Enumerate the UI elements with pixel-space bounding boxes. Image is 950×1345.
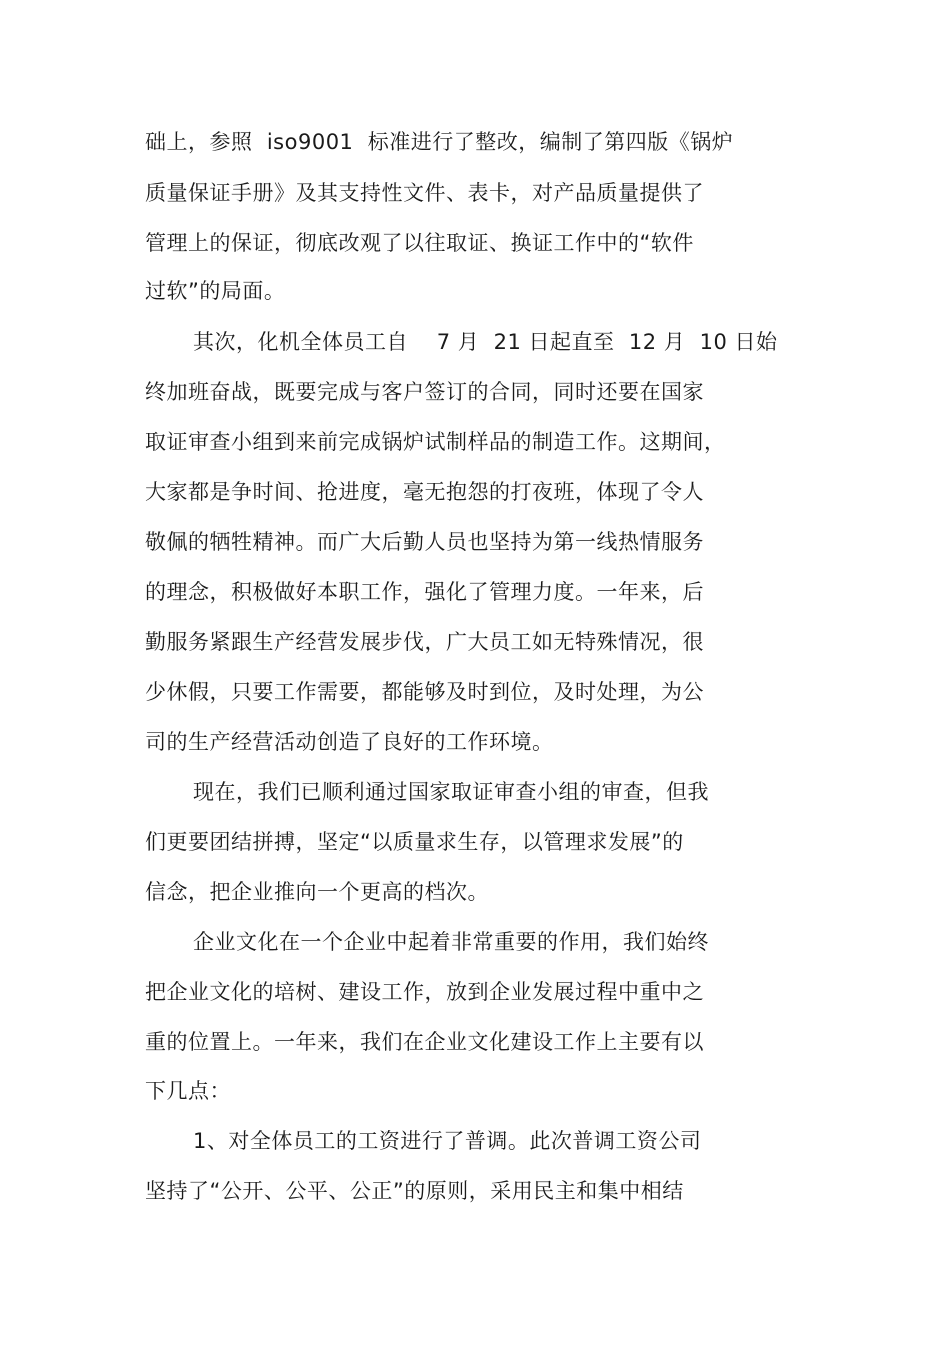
text-line: 础上，参照 iso9001 标准进行了整改，编制了第四版《锅炉 xyxy=(145,130,734,154)
text-line: 过软”的局面。 xyxy=(145,279,286,303)
text-line: 司的生产经营活动创造了良好的工作环境。 xyxy=(145,730,554,754)
text-line: 坚持了“公开、公平、公正”的原则，采用民主和集中相结 xyxy=(145,1179,684,1203)
text-line: 勤服务紧跟生产经营发展步伐，广大员工如无特殊情况，很 xyxy=(145,630,704,654)
paragraph-first-line: 现在，我们已顺利通过国家取证审查小组的审查，但我 xyxy=(193,780,709,804)
text-line: 少休假，只要工作需要，都能够及时到位，及时处理，为公 xyxy=(145,680,704,704)
paragraph-first-line: 1、对全体员工的工资进行了普调。此次普调工资公司 xyxy=(193,1129,702,1153)
text-line: 管理上的保证，彻底改观了以往取证、换证工作中的“软件 xyxy=(145,231,694,255)
text-line: 下几点： xyxy=(145,1079,231,1103)
text-line: 敬佩的牺牲精神。而广大后勤人员也坚持为第一线热情服务 xyxy=(145,530,704,554)
text-line: 们更要团结拼搏，坚定“以质量求生存，以管理求发展”的 xyxy=(145,830,684,854)
text-line: 质量保证手册》及其支持性文件、表卡，对产品质量提供了 xyxy=(145,181,704,205)
text-line: 把企业文化的培树、建设工作，放到企业发展过程中重中之 xyxy=(145,980,704,1004)
text-line: 终加班奋战，既要完成与客户签订的合同，同时还要在国家 xyxy=(145,380,704,404)
paragraph-first-line: 其次，化机全体员工自 7 月 21 日起直至 12 月 10 日始 xyxy=(193,330,778,354)
text-line: 重的位置上。一年来，我们在企业文化建设工作上主要有以 xyxy=(145,1030,704,1054)
text-line: 取证审查小组到来前完成锅炉试制样品的制造工作。这期间， xyxy=(145,430,726,454)
text-line: 信念，把企业推向一个更高的档次。 xyxy=(145,880,489,904)
text-line: 的理念，积极做好本职工作，强化了管理力度。一年来，后 xyxy=(145,580,704,604)
text-line: 大家都是争时间、抢进度，毫无抱怨的打夜班，体现了令人 xyxy=(145,480,704,504)
paragraph-first-line: 企业文化在一个企业中起着非常重要的作用，我们始终 xyxy=(193,930,709,954)
